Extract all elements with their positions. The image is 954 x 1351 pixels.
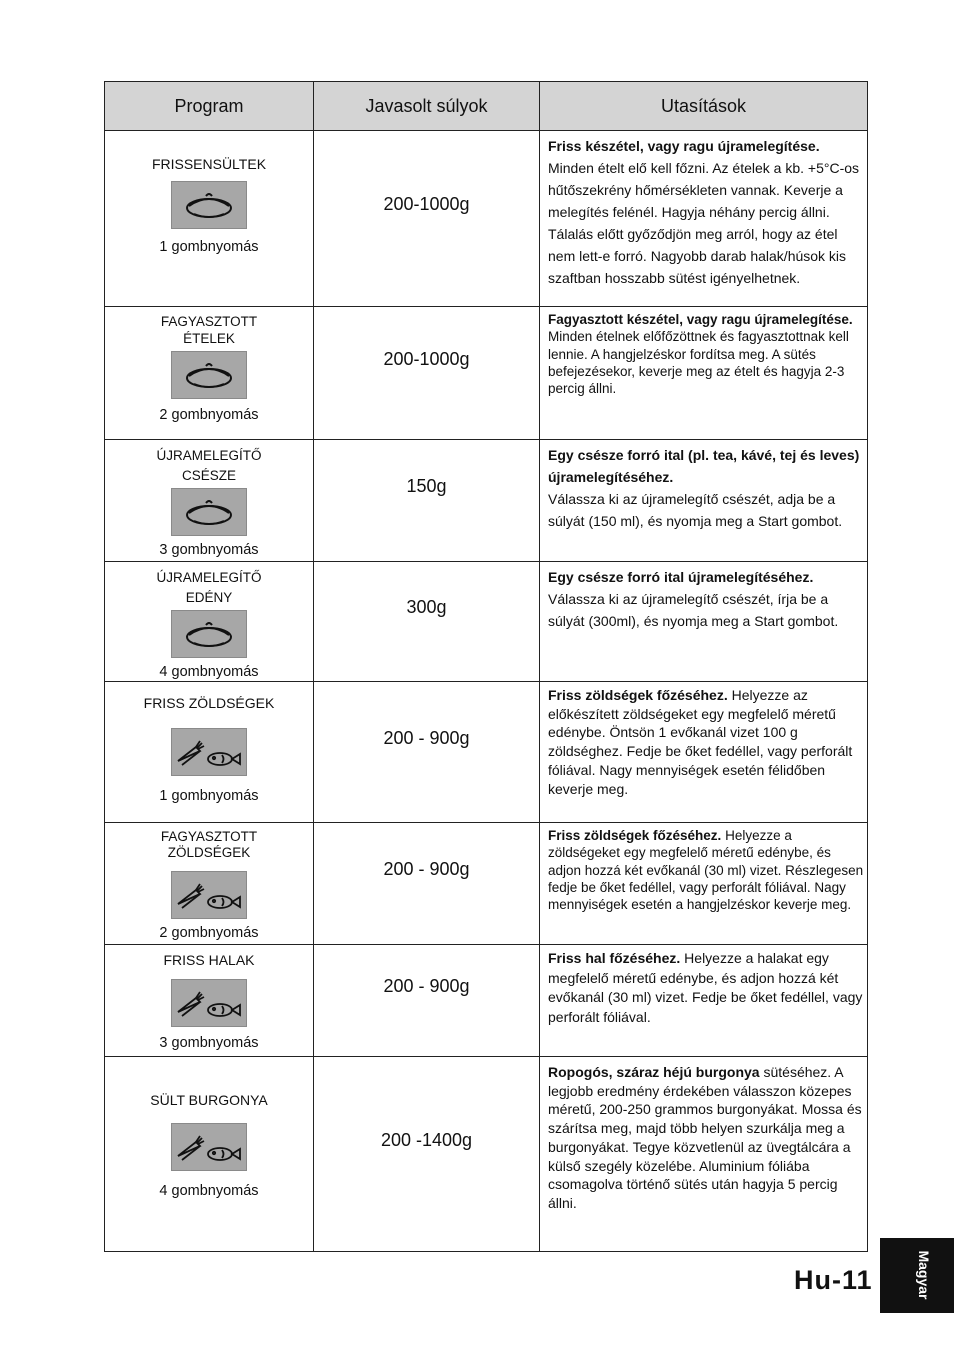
- covered-dish-icon: [171, 181, 247, 229]
- table-row: [105, 562, 868, 682]
- vegetable-fish-icon: [171, 871, 247, 919]
- table-row: [105, 440, 868, 562]
- press-count: 4 gombnyomás: [159, 1183, 259, 1199]
- program-name: FRISS ZÖLDSÉGEK: [143, 695, 275, 711]
- weight-cell: [314, 682, 540, 823]
- instruction-cell: [540, 307, 868, 440]
- program-name: FAGYASZTOTT ÉTELEK: [160, 314, 258, 346]
- vegetable-fish-icon: [171, 979, 247, 1027]
- weight-value: 200-1000g: [383, 348, 470, 369]
- table-row: [105, 307, 868, 440]
- weight-value: 150g: [406, 476, 447, 496]
- instruction-title: Egy csésze forró ital újramelegítéséhez.: [548, 569, 814, 585]
- press-count: 2 gombnyomás: [159, 925, 259, 941]
- page-number: Hu-11: [794, 1265, 873, 1295]
- press-count: 2 gombnyomás: [159, 407, 259, 423]
- language-label: Magyar: [916, 1250, 932, 1300]
- vegetable-fish-icon: [171, 728, 247, 776]
- weight-cell: [314, 945, 540, 1057]
- header-program: Program: [105, 82, 314, 131]
- vegetable-fish-icon: [171, 1123, 247, 1171]
- covered-dish-icon: [171, 488, 247, 536]
- instruction-text: Válassza ki az újramelegítő csészét, írja be a súlyát (300ml), és nyomja meg a Start gombot.: [548, 591, 839, 629]
- covered-dish-icon: [171, 610, 247, 658]
- program-cell: [105, 823, 314, 945]
- covered-dish-icon: [171, 351, 247, 399]
- program-name: FAGYASZTOTT ZÖLDSÉGEK: [160, 829, 258, 860]
- instruction-text: Minden ételt elő kell főzni. Az ételek a kb. +5°C-os hűtőszekrény hőmérsékleten vannak. Keverje a melegítés felénél. Hagyja néhány percig állni. Tálalás előtt győződjön meg arról, hogy az étel nem lett-e forró. Nagyobb darab halak/húsok kis szaftban hosszabb sütést igényelhetnek.: [548, 160, 860, 286]
- program-name: SÜLT BURGONYA: [150, 1092, 268, 1108]
- language-tab: [880, 1238, 954, 1313]
- weight-cell: [314, 1057, 540, 1252]
- table-row: [105, 1057, 868, 1252]
- program-cell: [105, 945, 314, 1057]
- instruction-text: Minden ételnek előfőzöttnek és fagyasztottnak kell lennie. A hangjelzéskor fordítsa meg. A sütés befejezésekor, keverje meg az ételt és hagyja 2-3 percig állni.: [548, 329, 849, 397]
- program-cell: [105, 307, 314, 440]
- press-count: 1 gombnyomás: [159, 788, 259, 804]
- instruction-cell: [540, 1057, 868, 1252]
- weight-cell: [314, 307, 540, 440]
- weight-value: 200-1000g: [383, 194, 470, 214]
- instruction-title: Friss zöldségek főzéséhez.: [548, 687, 728, 703]
- table-row: [105, 945, 868, 1057]
- weight-value: 200 - 900g: [383, 727, 470, 748]
- weight-value: 200 - 900g: [383, 859, 470, 879]
- instruction-title: Ropogós, száraz héjú burgonya: [548, 1064, 760, 1080]
- weight-value: 200 -1400g: [380, 1129, 473, 1150]
- instruction-cell: [540, 945, 868, 1057]
- instruction-title: Egy csésze forró ital (pl. tea, kávé, tej és leves) újramelegítéséhez.: [548, 447, 860, 485]
- weight-cell: [314, 440, 540, 562]
- instruction-title: Fagyasztott készétel, vagy ragu újramelegítése.: [548, 312, 853, 327]
- program-table: [104, 81, 868, 1252]
- weight-cell: [314, 562, 540, 682]
- weight-value: 200 - 900g: [383, 976, 470, 996]
- instruction-cell: [540, 131, 868, 307]
- instruction-cell: [540, 823, 868, 945]
- table-row: [105, 682, 868, 823]
- program-cell: [105, 440, 314, 562]
- program-cell: [105, 1057, 314, 1252]
- instruction-cell: [540, 682, 868, 823]
- program-name: FRISS HALAK: [163, 952, 255, 968]
- program-cell: [105, 562, 314, 682]
- instruction-title: Friss hal főzéséhez.: [548, 950, 681, 966]
- table-header-row: [105, 82, 868, 131]
- weight-cell: [314, 131, 540, 307]
- table-row: [105, 823, 868, 945]
- press-count: 3 gombnyomás: [159, 542, 259, 558]
- instruction-cell: [540, 562, 868, 682]
- weight-value: 300g: [406, 597, 447, 617]
- program-cell: [105, 682, 314, 823]
- instruction-title: Friss készétel, vagy ragu újramelegítése.: [548, 138, 820, 154]
- instruction-text: Helyezze a zöldségeket egy megfelelő méretű edénybe, és adjon hozzá két evőkanál (30 ml) vizet. Részlegesen fedje be őket fedéllel, vagy perforált fóliával. Nagy mennyiségek esetén a hangjelzéskor keverje meg.: [548, 828, 864, 913]
- program-cell: [105, 131, 314, 307]
- instruction-title: Friss zöldségek főzéséhez.: [548, 828, 722, 843]
- instruction-text: Helyezze az előkészített zöldségeket egy megfelelő méretű edénybe. Öntsön 1 evőkanál vizet 100 g zöldséghez. Fedje be őket fedéllel, vagy perforált fóliával. Nagy mennyiségek esetén félidőben keverje meg.: [548, 687, 853, 797]
- program-name: FRISSENSÜLTEK: [151, 156, 267, 172]
- instruction-cell: [540, 440, 868, 562]
- instruction-text: Válassza ki az újramelegítő csészét, adja be a súlyát (150 ml), és nyomja meg a Start gombot.: [548, 491, 843, 529]
- header-instructions: Utasítások: [540, 82, 868, 131]
- press-count: 1 gombnyomás: [159, 239, 259, 255]
- press-count: 3 gombnyomás: [159, 1035, 259, 1051]
- press-count: 4 gombnyomás: [159, 664, 259, 680]
- program-name: ÚJRAMELEGÍTŐ EDÉNY: [156, 570, 262, 605]
- table-row: [105, 131, 868, 307]
- program-name: ÚJRAMELEGÍTŐ CSÉSZE: [156, 448, 262, 483]
- weight-cell: [314, 823, 540, 945]
- instruction-text: sütéséhez. A legjobb eredmény érdekében válasszon közepes méretű, 200-250 grammos burgonyákat. Mossa és szárítsa meg, majd több helyen szurkálja meg a burgonyákat. Tegye közvetlenül az üvegtálcára a külső szegély közelébe. Aluminium fóliába csomagolva történő sütés után hagyja 5 percig állni.: [548, 1064, 862, 1211]
- instruction-text: Helyezze a halakat egy megfelelő méretű edénybe, és adjon hozzá két evőkanál (30 ml) vizet. Fedje be őket fedéllel, vagy perforált fóliával.: [548, 950, 863, 1025]
- header-weights: Javasolt súlyok: [314, 82, 540, 131]
